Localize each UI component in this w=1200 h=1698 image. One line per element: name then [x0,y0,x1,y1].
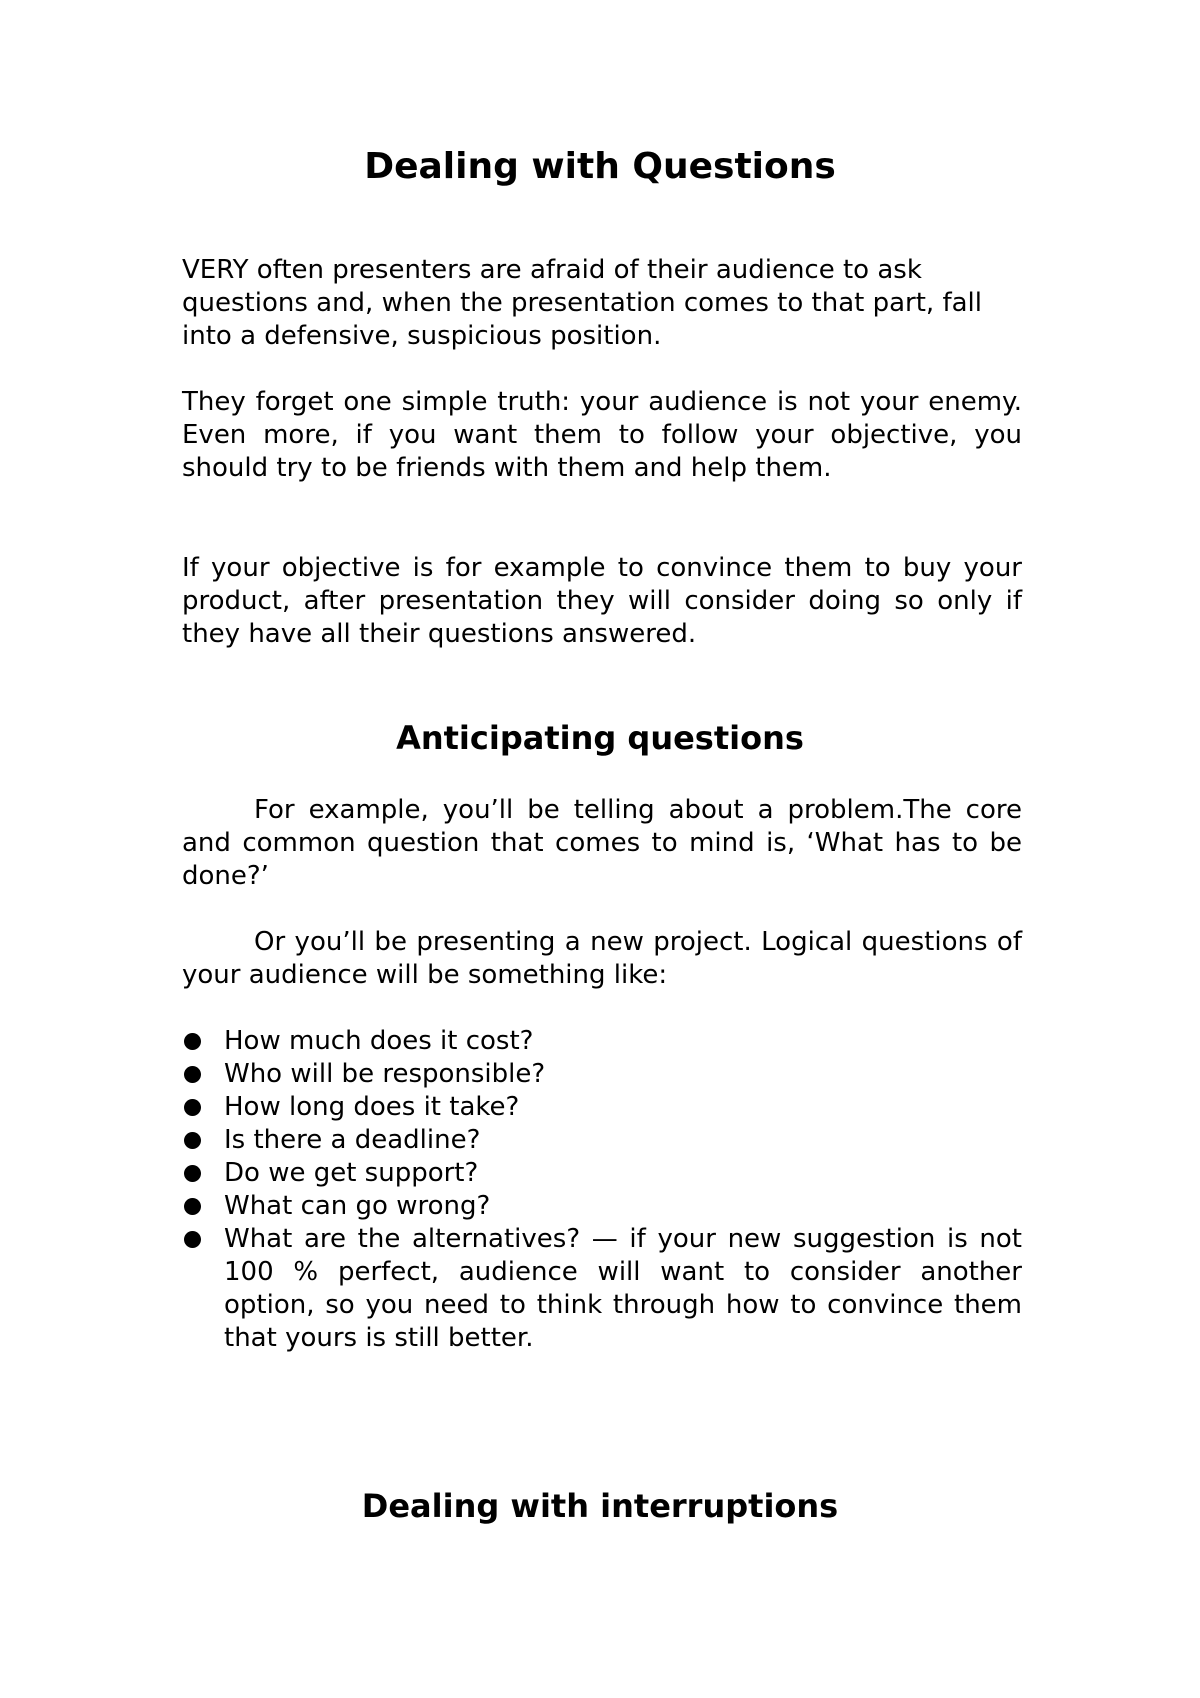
bullet-icon [184,1033,201,1050]
question-list-block [182,1025,1022,1355]
list-item-text: How long does it take? [224,1092,520,1122]
bullet-icon [184,1231,201,1248]
anticipating-paragraph-block-1 [182,794,1022,893]
bullet-icon [184,1099,201,1116]
list-item [182,1157,1022,1190]
intro-section [182,254,1022,353]
bullet-icon [184,1198,201,1215]
list-item [182,1091,1022,1124]
bullet-icon [184,1165,201,1182]
intro-paragraph-3: If your objective is for example to convince them to buy your product, after presentation they will consider doing so only if they have all their questions answered. [182,553,1022,649]
list-item [182,1025,1022,1058]
intro-paragraph-1: VERY often presenters are afraid of their audience to ask questions and, when the presentation comes to that part, fall into a defensive, suspicious position. [182,255,982,351]
intro-paragraph-2: They forget one simple truth: your audience is not your enemy. Even more, if you want them to follow your objective, you should try to be friends with them and help them. [182,387,1022,483]
bullet-icon [184,1132,201,1149]
section-heading-interruptions: Dealing with interruptions [361,1487,839,1525]
page-title: Dealing with Questions [364,146,836,187]
list-item-text: What can go wrong? [224,1191,491,1221]
question-list [182,1025,1022,1355]
anticipating-paragraph-2: Or you’ll be presenting a new project. Logical questions of your audience will be something like: [182,927,1022,990]
list-item-text: How much does it cost? [224,1026,534,1056]
list-item [182,1058,1022,1091]
anticipating-paragraph-1: For example, you’ll be telling about a problem.The core and common question that comes to mind is, ‘What has to be done?’ [182,795,1022,891]
list-item [182,1124,1022,1157]
list-item [182,1223,1022,1355]
list-item-text: What are the alternatives? — if your new suggestion is not 100 % perfect, audience will want to consider another option, so you need to think through how to convince them that yours is still better. [224,1224,1022,1353]
list-item-text: Who will be responsible? [224,1059,546,1089]
intro-section-2 [182,386,1022,485]
intro-section-3 [182,552,1022,651]
anticipating-paragraph-block-2 [182,926,1022,992]
list-item-text: Is there a deadline? [224,1125,481,1155]
bullet-icon [184,1066,201,1083]
list-item-text: Do we get support? [224,1158,479,1188]
section-heading-anticipating: Anticipating questions [396,719,804,757]
list-item [182,1190,1022,1223]
